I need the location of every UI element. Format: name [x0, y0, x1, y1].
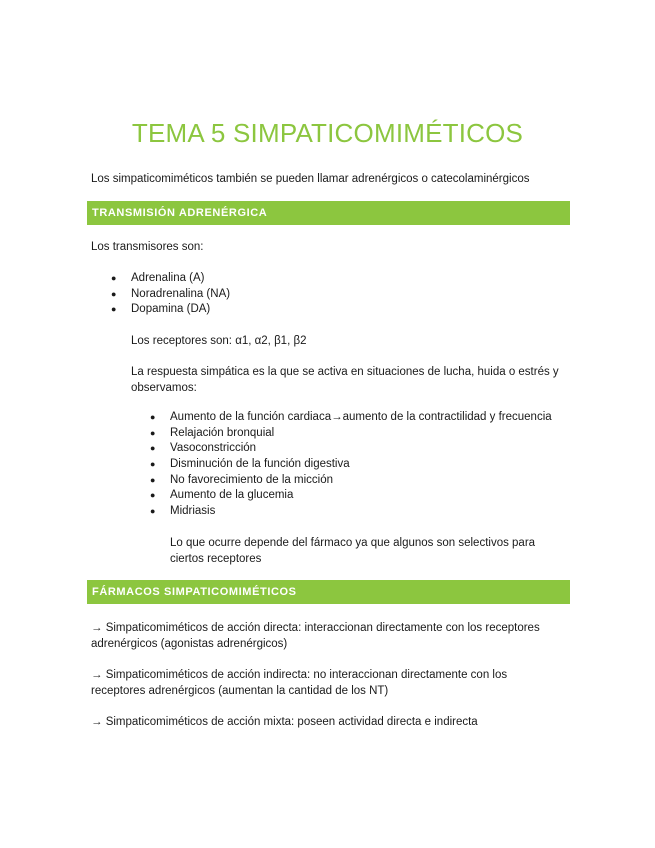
direct-line-1: → Simpaticomiméticos de acción directa: interaccionan directamente con los receptores [91, 622, 540, 634]
bullet-icon: ● [150, 459, 156, 470]
page-title: TEMA 5 SIMPATICOMIMÉTICOS [131, 118, 524, 148]
indirect-line-2: receptores adrenérgicos (aumentan la cantidad de los NT) [91, 685, 389, 697]
list-item [150, 410, 552, 426]
list-item [111, 287, 231, 303]
bullet-icon: ● [150, 427, 156, 438]
list-item [150, 504, 552, 520]
list-item-label: Disminución de la función digestiva [170, 458, 350, 471]
bullet-icon: ● [111, 304, 117, 315]
list-item-label: Dopamina (DA) [131, 303, 211, 316]
response-line-1: La respuesta simpática es la que se activa en situaciones de lucha, huida o estrés y [131, 366, 559, 378]
list-item [150, 426, 552, 442]
list-item-label: Adrenalina (A) [131, 272, 205, 284]
transmitters-intro: Los transmisores son: [91, 241, 204, 253]
transmitters-list [111, 271, 231, 318]
list-item-label: Aumento de la glucemia [170, 489, 294, 502]
note-line-1: Lo que ocurre depende del fármaco ya que algunos son selectivos para [170, 537, 536, 549]
list-item-label: Noradrenalina (NA) [131, 287, 231, 300]
list-item [150, 441, 552, 457]
direct-line-2: adrenérgicos (agonistas adrenérgicos) [91, 638, 288, 650]
list-item-label: Vasoconstricción [170, 442, 257, 455]
bullet-icon: ● [150, 412, 156, 422]
bullet-icon: ● [150, 506, 156, 517]
list-item-label: Aumento de la función cardiaca→aumento de la contractilidad y frecuencia [170, 411, 552, 423]
note-line-2: ciertos receptores [170, 553, 262, 565]
bullet-icon: ● [150, 443, 156, 454]
response-line-2: observamos: [131, 382, 197, 394]
list-item-label: No favorecimiento de la micción [170, 473, 333, 486]
list-item [150, 457, 552, 473]
list-item [111, 271, 230, 287]
section-heading-transmision: TRANSMISIÓN ADRENÉRGICA [87, 201, 570, 225]
list-item-label: Relajación bronquial [170, 426, 275, 439]
bullet-icon: ● [111, 273, 117, 283]
intro-paragraph: Los simpaticomiméticos también se pueden llamar adrenérgicos o catecolaminérgicos [91, 173, 530, 185]
receptors-line: Los receptores son: α1, α2, β1, β2 [131, 335, 307, 347]
bullet-icon: ● [150, 490, 156, 501]
mixed-line-1: → Simpaticomiméticos de acción mixta: poseen actividad directa e indirecta [91, 716, 478, 728]
list-item [150, 488, 552, 504]
list-item [150, 473, 552, 489]
list-item [111, 302, 230, 318]
section-heading-farmacos: FÁRMACOS SIMPATICOMIMÉTICOS [87, 580, 570, 604]
list-item-label: Midriasis [170, 505, 216, 518]
effects-list [150, 410, 552, 520]
indirect-line-1: → Simpaticomiméticos de acción indirecta: no interaccionan directamente con los [91, 669, 508, 681]
bullet-icon: ● [150, 474, 156, 485]
bullet-icon: ● [111, 288, 117, 299]
